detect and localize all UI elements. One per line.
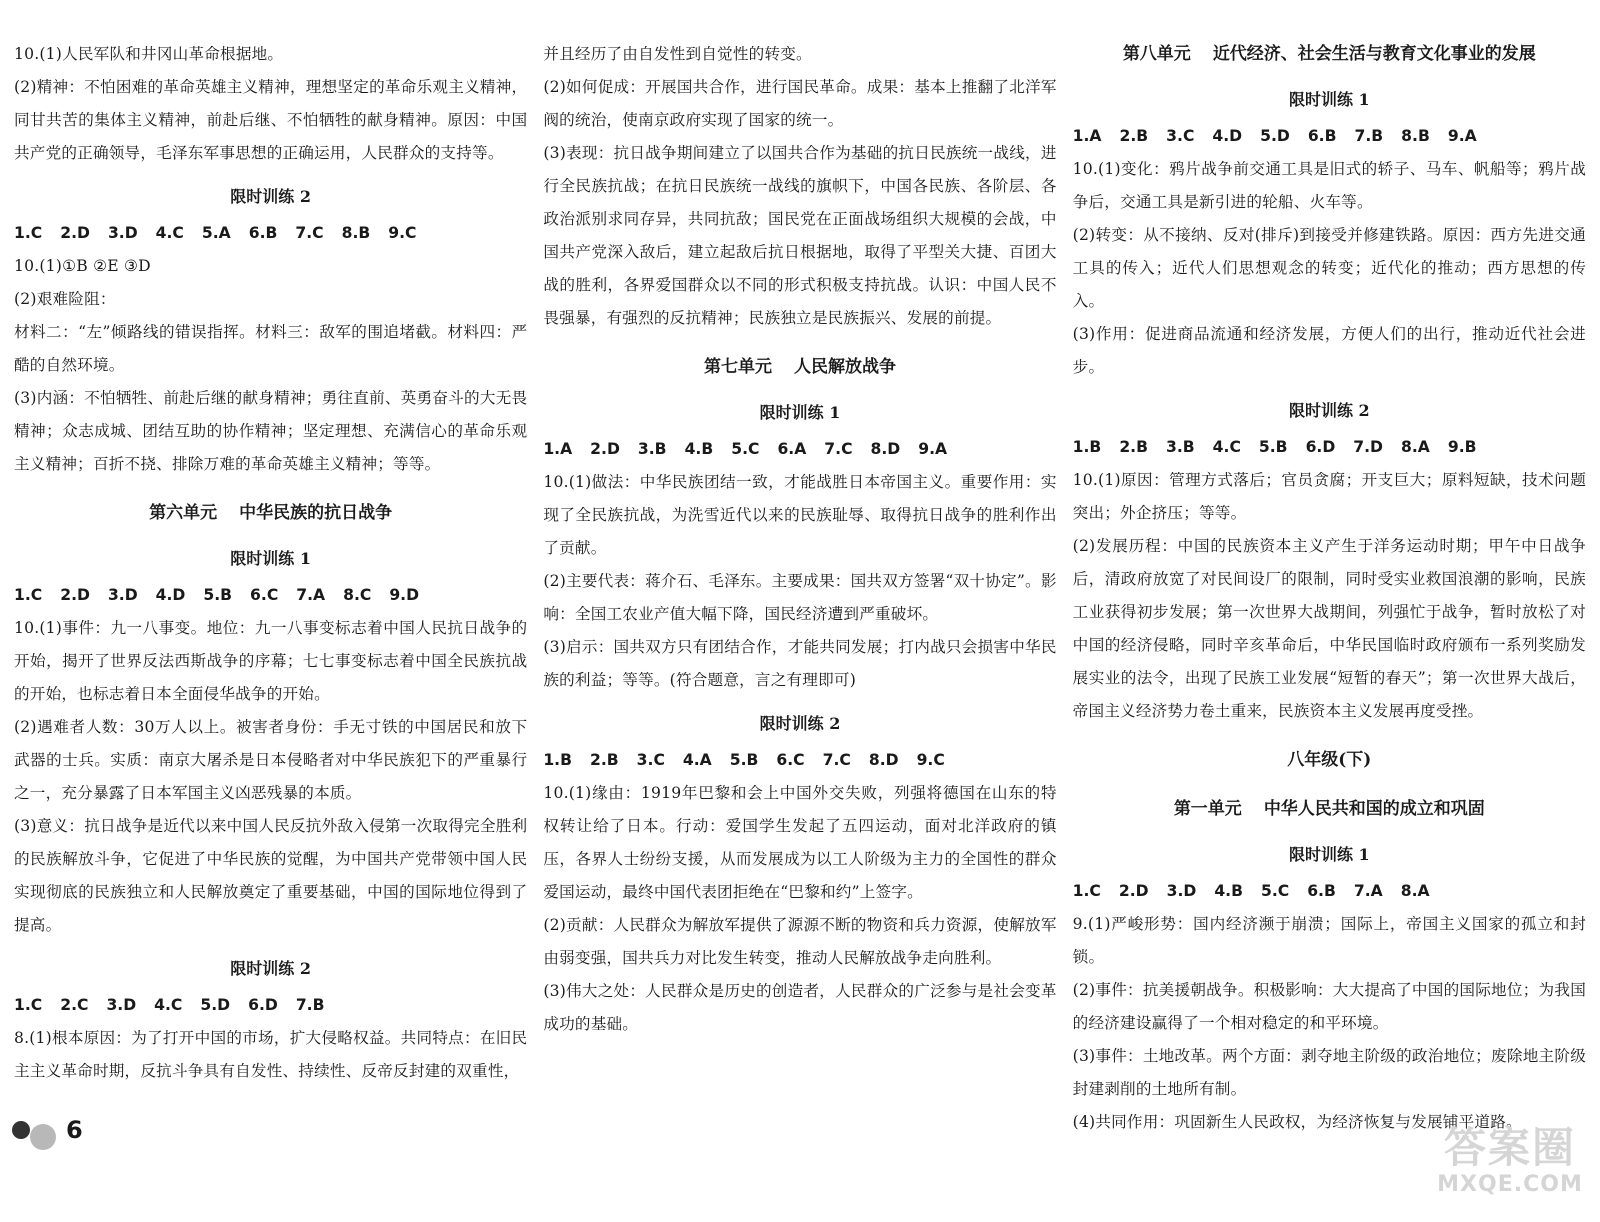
answer-item: 3.D bbox=[1166, 882, 1197, 900]
paragraph: 8.(1)根本原因：为了打开中国的市场，扩大侵略权益。共同特点：在旧民主主义革命时期，反抗斗争具有自发性、持续性、反帝反封建的双重性， bbox=[14, 1029, 528, 1080]
answer-item: 2.D bbox=[60, 586, 90, 604]
section-title: 限时训练 1 bbox=[1288, 845, 1370, 864]
answer-item: 8.C bbox=[343, 586, 372, 604]
unit-title: 中华人民共和国的成立和巩固 bbox=[1263, 799, 1485, 819]
answer-item: 3.D bbox=[107, 224, 138, 242]
paragraph: (3)作用：促进商品流通和经济发展，方便人们的出行，推动近代社会进步。 bbox=[1072, 325, 1586, 376]
answer-item: 7.B bbox=[1354, 127, 1384, 145]
answer-item: 5.B bbox=[1258, 438, 1288, 456]
answer-item: 2.B bbox=[1119, 438, 1148, 456]
section-title: 限时训练 2 bbox=[759, 714, 841, 733]
answer-item: 5.A bbox=[201, 224, 231, 242]
answer-item: 7.A bbox=[296, 586, 326, 604]
choice-answers bbox=[543, 433, 1056, 466]
choice-answers bbox=[14, 579, 527, 612]
watermark-logo bbox=[1430, 1124, 1590, 1212]
paragraph: 10.(1)做法：中华民族团结一致，才能战胜日本帝国主义。重要作用：实现了全民族抗战，为洗雪近代以来的民族耻辱、取得抗日战争的胜利作出了贡献。 bbox=[543, 473, 1057, 557]
unit-title: 人民解放战争 bbox=[793, 357, 896, 377]
answer-item: 8.A bbox=[1401, 438, 1430, 456]
decor-dot-icon bbox=[30, 1124, 56, 1150]
unit-heading bbox=[543, 351, 1056, 384]
answer-item: 6.D bbox=[248, 996, 278, 1014]
unit-title: 中华民族的抗日战争 bbox=[239, 503, 393, 523]
answer-item: 6.B bbox=[1307, 127, 1337, 145]
answer-item: 6.C bbox=[776, 751, 805, 769]
answer-item: 7.C bbox=[295, 224, 324, 242]
choice-answers bbox=[14, 989, 527, 1022]
answer-item: 8.A bbox=[1400, 882, 1430, 900]
answer-item: 4.C bbox=[155, 224, 184, 242]
answer-item: 1.B bbox=[543, 751, 572, 769]
paragraph: 9.(1)严峻形势：国内经济濒于崩溃；国际上，帝国主义国家的孤立和封锁。 bbox=[1072, 915, 1586, 966]
answer-item: 7.D bbox=[1353, 438, 1383, 456]
choice-answers bbox=[1073, 120, 1586, 153]
paragraph: (3)启示：国共双方只有团结合作，才能共同发展；打内战只会损害中华民族的利益；等等。(符合题意，言之有理即可) bbox=[543, 638, 1057, 689]
section-title: 限时训练 2 bbox=[1288, 401, 1370, 420]
watermark-url: MXQE.COM bbox=[1437, 1172, 1583, 1197]
page-number: 6 bbox=[66, 1116, 83, 1144]
answer-item: 1.C bbox=[1072, 882, 1101, 900]
answer-item: 2.D bbox=[1118, 882, 1149, 900]
answer-item: 1.C bbox=[14, 586, 43, 604]
paragraph: (3)意义：抗日战争是近代以来中国人民反抗外敌入侵第一次取得完全胜利的民族解放斗争，它促进了中华民族的觉醒，为中国共产党带领中国人民实现彻底的民族独立和人民解放奠定了重要基础，中国的国际地位得到了提高。 bbox=[14, 817, 528, 934]
column-2 bbox=[543, 38, 1056, 1139]
unit-number: 第八单元 bbox=[1122, 44, 1191, 64]
answer-item: 4.D bbox=[155, 586, 186, 604]
paragraph: (2)事件：抗美援朝战争。积极影响：大大提高了中国的国际地位；为我国的经济建设赢得了一个相对稳定的和平环境。 bbox=[1072, 981, 1586, 1032]
paragraph: (2)遇难者人数：30万人以上。被害者身份：手无寸铁的中国居民和放下武器的士兵。实质：南京大屠杀是日本侵略者对中华民族犯下的严重暴行之一，充分暴露了日本军国主义凶恶残暴的本质。 bbox=[14, 718, 528, 802]
paragraph: (3)内涵：不怕牺牲、前赴后继的献身精神；勇往直前、英勇奋斗的大无畏精神；众志成城、团结互助的协作精神；坚定理想、充满信心的革命乐观主义精神；百折不挠、排除万难的革命英雄主义精神；等等。 bbox=[14, 389, 528, 473]
section-title: 限时训练 1 bbox=[759, 403, 841, 422]
unit-title: 近代经济、社会生活与教育文化事业的发展 bbox=[1212, 44, 1536, 64]
answer-item: 9.C bbox=[916, 751, 945, 769]
page-footer bbox=[12, 1110, 83, 1150]
unit-number: 第七单元 bbox=[703, 357, 772, 377]
answer-item: 7.C bbox=[822, 751, 851, 769]
answer-item: 5.B bbox=[729, 751, 759, 769]
paragraph: (3)表现：抗日战争期间建立了以国共合作为基础的抗日民族统一战线，进行全民族抗战；在抗日民族统一战线的旗帜下，中国各民族、各阶层、各政治派别求同存异，共同抗敌；国民党在正面战场组织大规模的会战，中国共产党深入敌后，建立起敌后抗日根据地，取得了平型关大捷、百团大战的胜利，各界爱国群众以不同的形式积极支持抗战。认识：中国人民不畏强暴，有强烈的反抗精神；民族独立是民族振兴、发展的前提。 bbox=[543, 144, 1057, 327]
unit-heading bbox=[1073, 38, 1586, 71]
columns bbox=[14, 38, 1586, 1139]
column-3 bbox=[1073, 38, 1586, 1139]
answer-item: 5.B bbox=[203, 586, 233, 604]
paragraph: (2)如何促成：开展国共合作，进行国民革命。成果：基本上推翻了北洋军阀的统治，使南京政府实现了国家的统一。 bbox=[543, 78, 1057, 129]
answer-item: 2.D bbox=[60, 224, 90, 242]
choice-answers bbox=[14, 217, 527, 250]
answer-item: 4.D bbox=[1212, 127, 1243, 145]
grade-heading: 八年级(下) bbox=[1287, 750, 1372, 770]
choice-answers bbox=[1073, 875, 1586, 908]
answer-item: 2.C bbox=[60, 996, 89, 1014]
answer-item: 6.C bbox=[250, 586, 279, 604]
answer-item: 9.A bbox=[918, 440, 948, 458]
paragraph: 10.(1)人民军队和井冈山革命根据地。 bbox=[14, 45, 284, 63]
paragraph: 10.(1)原因：管理方式落后；官员贪腐；开支巨大；原料短缺，技术问题突出；外企挤压；等等。 bbox=[1072, 471, 1586, 522]
answer-item: 6.D bbox=[1305, 438, 1336, 456]
paragraph: (2)发展历程：中国的民族资本主义产生于洋务运动时期；甲午中日战争后，清政府放宽了对民间设厂的限制，同时受实业救国浪潮的影响，民族工业获得初步发展；第一次世界大战期间，列强忙于战争，暂时放松了对中国的经济侵略，同时辛亥革命后，中华民国临时政府颁布一系列奖励发展实业的法令，出现了民族工业发展“短暂的春天”；第一次世界大战后，帝国主义经济势力卷土重来，民族资本主义发展再度受挫。 bbox=[1072, 537, 1586, 720]
paragraph: 10.(1)变化：鸦片战争前交通工具是旧式的轿子、马车、帆船等；鸦片战争后，交通工具是新引进的轮船、火车等。 bbox=[1072, 160, 1586, 211]
watermark-logo-text: 答案圈 bbox=[1443, 1123, 1576, 1172]
answer-item: 8.D bbox=[870, 440, 901, 458]
unit-number: 第一单元 bbox=[1173, 799, 1242, 819]
answer-item: 1.B bbox=[1072, 438, 1102, 456]
answer-item: 1.C bbox=[14, 996, 43, 1014]
answer-item: 8.B bbox=[341, 224, 371, 242]
paragraph: 材料二：“左”倾路线的错误指挥。材料三：敌军的围追堵截。材料四：严酷的自然环境。 bbox=[14, 323, 528, 374]
answer-item: 1.A bbox=[543, 440, 573, 458]
answer-item: 7.C bbox=[824, 440, 853, 458]
answer-item: 8.D bbox=[868, 751, 899, 769]
decor-dot-icon bbox=[12, 1121, 30, 1139]
answer-item: 9.C bbox=[388, 224, 417, 242]
answer-item: 9.A bbox=[1447, 127, 1477, 145]
answer-item: 2.D bbox=[590, 440, 620, 458]
answer-item: 1.C bbox=[14, 224, 43, 242]
answer-item: 3.D bbox=[107, 586, 138, 604]
answer-item: 5.D bbox=[1260, 127, 1290, 145]
answer-item: 6.B bbox=[248, 224, 278, 242]
section-title: 限时训练 2 bbox=[230, 959, 312, 978]
answer-item: 5.D bbox=[200, 996, 231, 1014]
answer-item: 4.B bbox=[684, 440, 714, 458]
column-1 bbox=[14, 38, 527, 1139]
answer-item: 6.A bbox=[777, 440, 807, 458]
answer-item: 9.D bbox=[389, 586, 420, 604]
paragraph: (3)伟大之处：人民群众是历史的创造者，人民群众的广泛参与是社会变革成功的基础。 bbox=[543, 982, 1057, 1033]
paragraph: (3)事件：土地改革。两个方面：剥夺地主阶级的政治地位；废除地主阶级封建剥削的土地所有制。 bbox=[1072, 1047, 1586, 1098]
answer-item: 1.A bbox=[1072, 127, 1102, 145]
answer-item: 4.C bbox=[1212, 438, 1241, 456]
answer-item: 4.B bbox=[1214, 882, 1243, 900]
paragraph: 并且经历了由自发性到自觉性的转变。 bbox=[543, 45, 812, 63]
answer-item: 4.A bbox=[682, 751, 712, 769]
section-title: 限时训练 2 bbox=[230, 187, 312, 206]
answer-item: 3.C bbox=[636, 751, 665, 769]
section-title: 限时训练 1 bbox=[230, 549, 312, 568]
answer-item: 7.A bbox=[1353, 882, 1383, 900]
answer-item: 3.D bbox=[106, 996, 137, 1014]
choice-answers bbox=[1073, 431, 1586, 464]
unit-heading bbox=[14, 497, 527, 530]
paragraph: (2)精神：不怕困难的革命英雄主义精神，理想坚定的革命乐观主义精神，同甘共苦的集体主义精神，前赴后继、不怕牺牲的献身精神。原因：中国共产党的正确领导，毛泽东军事思想的正确运用，人民群众的支持等。 bbox=[14, 78, 528, 162]
unit-number: 第六单元 bbox=[149, 503, 218, 523]
section-title: 限时训练 1 bbox=[1288, 90, 1370, 109]
answer-item: 9.B bbox=[1447, 438, 1477, 456]
paragraph: (2)主要代表：蒋介石、毛泽东。主要成果：国共双方签署“双十协定”。影响：全国工农业产值大幅下降，国民经济遭到严重破坏。 bbox=[543, 572, 1057, 623]
answer-item: 7.B bbox=[295, 996, 325, 1014]
answer-item: 8.B bbox=[1401, 127, 1430, 145]
paragraph: 10.(1)事件：九一八事变。地位：九一八事变标志着中国人民抗日战争的开始，揭开了世界反法西斯战争的序幕；七七事变标志着中国全民族抗战的开始，也标志着日本全面侵华战争的开始。 bbox=[14, 619, 528, 703]
unit-heading bbox=[1073, 793, 1586, 826]
paragraph: (2)艰难险阻： bbox=[14, 290, 116, 308]
paragraph: 10.(1)①B ②E ③D bbox=[14, 257, 151, 275]
answer-item: 4.C bbox=[154, 996, 183, 1014]
answer-item: 3.B bbox=[637, 440, 667, 458]
paragraph: 10.(1)缘由：1919年巴黎和会上中国外交失败，列强将德国在山东的特权转让给了日本。行动：爱国学生发起了五四运动，面对北洋政府的镇压，各界人士纷纷支援，从而发展成为以工人阶级为主力的全国性的群众爱国运动，最终中国代表团拒绝在“巴黎和约”上签字。 bbox=[543, 784, 1057, 901]
answer-item: 3.C bbox=[1166, 127, 1195, 145]
paragraph: (2)贡献：人民群众为解放军提供了源源不断的物资和兵力资源，使解放军由弱变强，国共兵力对比发生转变，推动人民解放战争走向胜利。 bbox=[543, 916, 1057, 967]
answer-item: 3.B bbox=[1166, 438, 1195, 456]
choice-answers bbox=[543, 744, 1056, 777]
paragraph: (4)共同作用：巩固新生人民政权，为经济恢复与发展铺平道路。 bbox=[1072, 1113, 1522, 1131]
answer-item: 6.B bbox=[1307, 882, 1336, 900]
paragraph: (2)转变：从不接纳、反对(排斥)到接受并修建铁路。原因：西方先进交通工具的传入；近代人们思想观念的转变；近代化的推动；西方思想的传入。 bbox=[1072, 226, 1586, 310]
answer-item: 2.B bbox=[1119, 127, 1149, 145]
answer-item: 5.C bbox=[1260, 882, 1290, 900]
answer-item: 2.B bbox=[590, 751, 619, 769]
answer-item: 5.C bbox=[731, 440, 760, 458]
